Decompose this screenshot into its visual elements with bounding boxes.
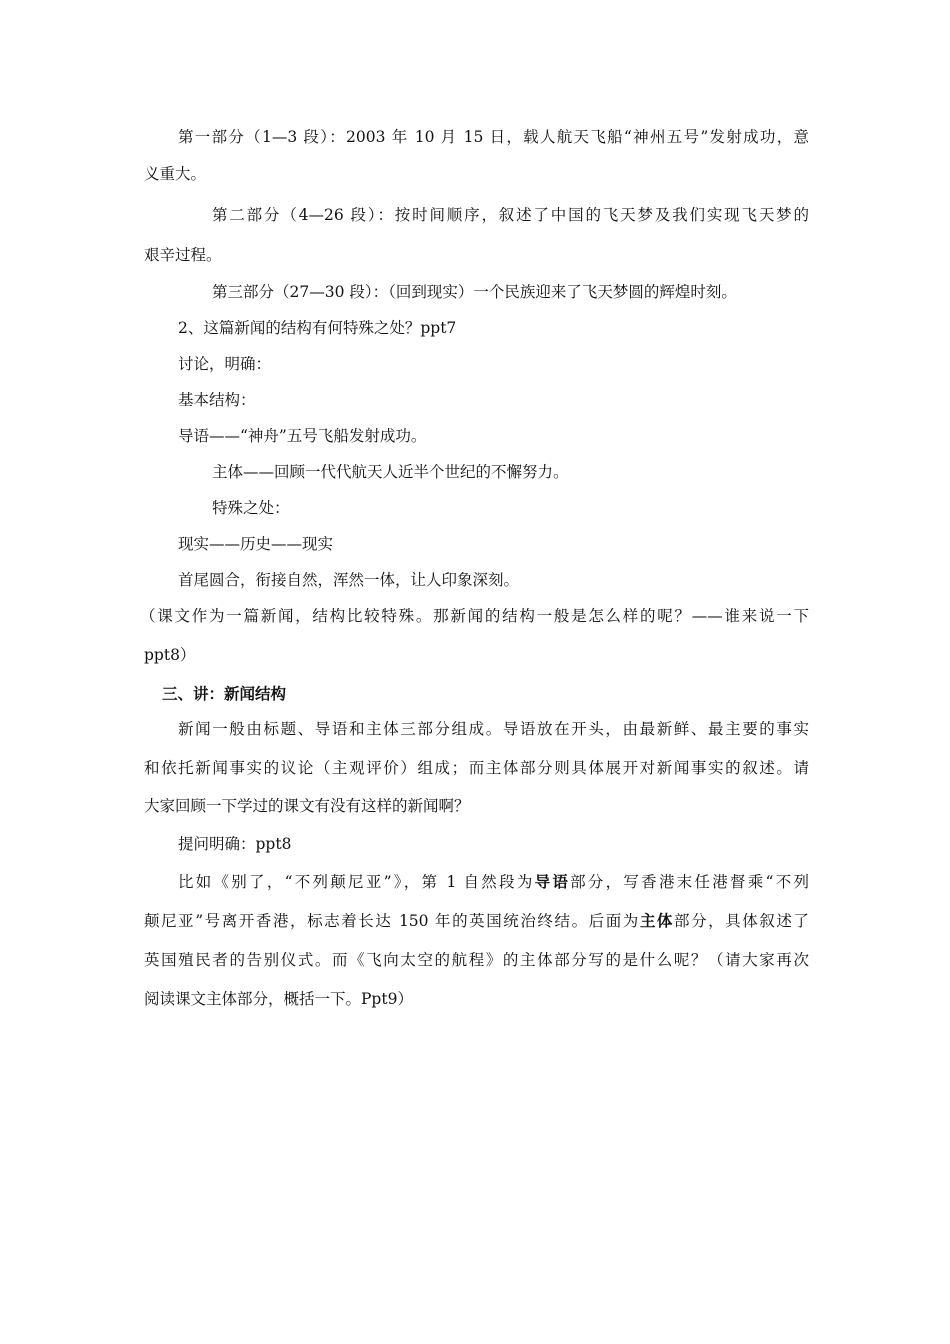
text-run: 比如《别了，“不列颠尼亚”》，第 1 自然段为 (178, 873, 535, 891)
paragraph-line: 导语——“神舟”五号飞船发射成功。 (178, 427, 427, 445)
paragraph-line: 大家回顾一下学过的课文有没有这样的新闻啊？ (144, 797, 470, 815)
section-heading: 三、讲：新闻结构 (162, 684, 287, 703)
paragraph-line: ppt8） (144, 646, 196, 664)
text-run: 部分，写香港末任港督乘“不列 (570, 873, 809, 891)
example-line: 阅读课文主体部分，概括一下。Ppt9） (144, 990, 413, 1008)
paragraph-line: 义重大。 (144, 165, 207, 183)
bold-term-lead: 导语 (534, 872, 571, 891)
paragraph-line: 特殊之处： (212, 499, 290, 517)
paragraph-line: 第一部分（1—3 段）：2003 年 10 月 15 日，载人航天飞船“神州五号”发射成功，意 (178, 128, 809, 146)
paragraph-line: 提问明确：ppt8 (178, 835, 292, 853)
paragraph-line: （课文作为一篇新闻，结构比较特殊。那新闻的结构一般是怎么样的呢？——谁来说一下 (140, 607, 809, 625)
paragraph-line: 艰辛过程。 (144, 246, 222, 264)
text-run: 颠尼亚”号离开香港，标志着长达 150 年的英国统治终结。后面为 (144, 912, 640, 930)
example-line (144, 911, 809, 931)
bold-term-body: 主体 (639, 911, 674, 930)
text-run: 部分，具体叙述了 (674, 912, 809, 930)
paragraph-line: 首尾圆合，衔接自然，浑然一体，让人印象深刻。 (178, 571, 520, 589)
example-line (178, 872, 809, 892)
paragraph-line: 第二部分（4—26 段）：按时间顺序，叙述了中国的飞天梦及我们实现飞天梦的 (212, 206, 809, 224)
paragraph-line: 和依托新闻事实的议论（主观评价）组成；而主体部分则具体展开对新闻事实的叙述。请 (144, 759, 809, 777)
paragraph-line: 新闻一般由标题、导语和主体三部分组成。导语放在开头，由最新鲜、最主要的事实 (178, 720, 809, 738)
paragraph-line: 2、这篇新闻的结构有何特殊之处？ppt7 (178, 319, 457, 337)
paragraph-line: 基本结构： (178, 391, 256, 409)
paragraph-line: 讨论，明确： (178, 355, 272, 373)
paragraph-line: 现实——历史——现实 (178, 535, 334, 553)
paragraph-line: 第三部分（27—30 段）：（回到现实）一个民族迎来了飞天梦圆的辉煌时刻。 (212, 283, 737, 301)
example-line: 英国殖民者的告别仪式。而《飞向太空的航程》的主体部分写的是什么呢？（请大家再次 (144, 951, 809, 969)
paragraph-line: 主体——回顾一代代航天人近半个世纪的不懈努力。 (212, 463, 569, 481)
